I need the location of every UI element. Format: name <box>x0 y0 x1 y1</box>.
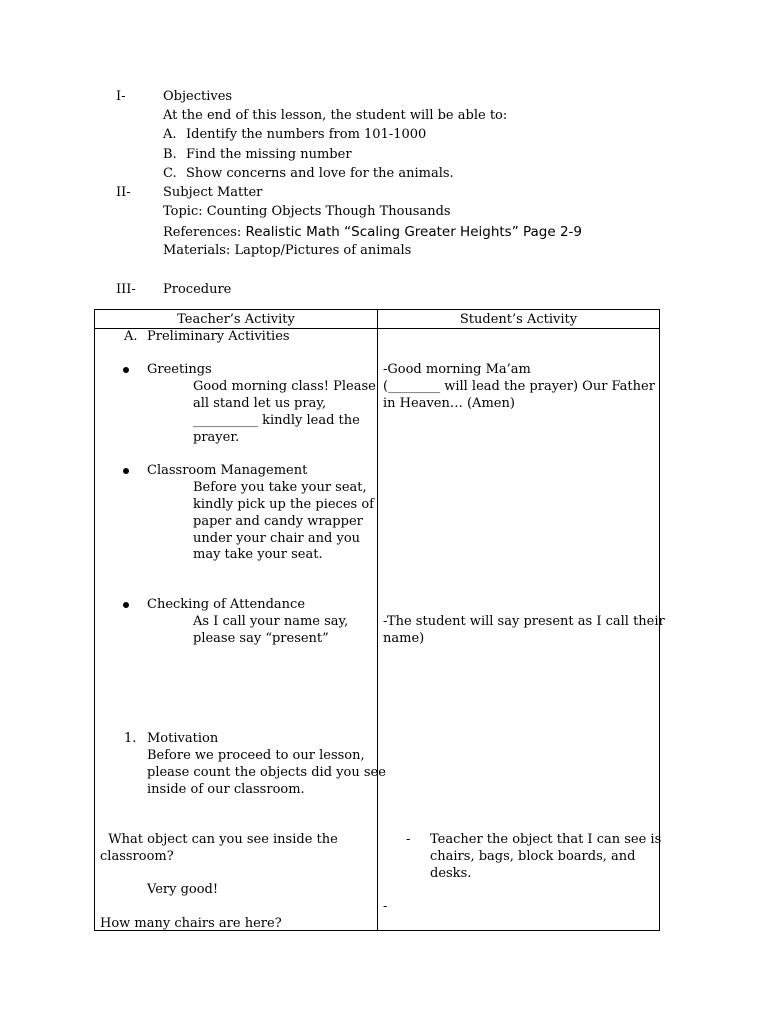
section-1-numeral: I- <box>116 89 126 104</box>
attendance-line-2: please say “present” <box>193 631 329 646</box>
management-title: Classroom Management <box>147 463 308 478</box>
topic-line: Topic: Counting Objects Though Thousands <box>163 204 451 219</box>
question-2: How many chairs are here? <box>100 916 282 931</box>
student-greeting-line-2: (________ will lead the prayer) Our Father <box>383 379 655 394</box>
management-line-2: kindly pick up the pieces of <box>193 497 374 512</box>
objective-b-text: Find the missing number <box>186 147 352 162</box>
student-greeting-line-1: -Good morning Ma’am <box>383 362 531 377</box>
attendance-line-1: As I call your name say, <box>193 614 349 629</box>
student-trailing-dash: - <box>383 899 388 914</box>
motivation-line-1: Before we proceed to our lesson, <box>147 748 365 763</box>
student-answer-line-3: desks. <box>430 866 472 881</box>
prelim-title: Preliminary Activities <box>147 329 290 344</box>
objective-c-letter: C. <box>163 166 177 181</box>
management-line-1: Before you take your seat, <box>193 480 367 495</box>
objective-b-letter: B. <box>163 147 177 162</box>
question-1-line-1: What object can you see inside the <box>100 832 338 847</box>
references-label: References: <box>163 225 246 240</box>
objective-c-text: Show concerns and love for the animals. <box>186 166 454 181</box>
motivation-title: Motivation <box>147 731 219 746</box>
question-1-line-2: classroom? <box>100 849 174 864</box>
section-2-numeral: II- <box>116 185 131 200</box>
management-line-3: paper and candy wrapper <box>193 514 363 529</box>
references-value: Realistic Math “Scaling Greater Heights” Page 2-9 <box>245 224 583 240</box>
header-teacher-activity: Teacher’s Activity <box>177 312 295 327</box>
greetings-title: Greetings <box>147 362 212 377</box>
bullet-management <box>123 468 129 474</box>
column-divider <box>377 310 378 930</box>
student-attendance-line-2: name) <box>383 631 425 646</box>
motivation-number: 1. <box>124 731 137 746</box>
prelim-letter: A. <box>124 329 138 344</box>
procedure-table <box>94 309 665 931</box>
references-line <box>163 223 582 242</box>
header-student-activity: Student’s Activity <box>459 312 578 327</box>
student-answer-line-2: chairs, bags, block boards, and <box>430 849 636 864</box>
materials-line: Materials: Laptop/Pictures of animals <box>163 243 412 258</box>
greetings-line-3: __________ kindly lead the <box>193 413 360 428</box>
very-good-text: Very good! <box>147 882 219 897</box>
objective-a-letter: A. <box>163 127 177 142</box>
greetings-line-4: prayer. <box>193 430 240 445</box>
section-3-title: Procedure <box>163 282 232 297</box>
motivation-line-3: inside of our classroom. <box>147 782 305 797</box>
section-1-title: Objectives <box>163 89 233 104</box>
section-2-title: Subject Matter <box>163 185 263 200</box>
bullet-attendance <box>123 602 129 608</box>
attendance-title: Checking of Attendance <box>147 597 306 612</box>
bullet-greetings <box>123 367 129 373</box>
student-answer-dash: - <box>406 832 411 847</box>
management-line-5: may take your seat. <box>193 547 323 562</box>
management-line-4: under your chair and you <box>193 531 361 546</box>
objective-a-text: Identify the numbers from 101-1000 <box>186 127 427 142</box>
objectives-intro: At the end of this lesson, the student will be able to: <box>163 108 508 123</box>
motivation-line-2: please count the objects did you see <box>147 765 386 780</box>
student-answer-line-1: Teacher the object that I can see is <box>430 832 662 847</box>
section-3-numeral: III- <box>116 282 136 297</box>
greetings-line-1: Good morning class! Please <box>193 379 376 394</box>
student-greeting-line-3: in Heaven… (Amen) <box>383 396 515 411</box>
greetings-line-2: all stand let us pray, <box>193 396 327 411</box>
student-attendance-line-1: -The student will say present as I call their <box>383 614 665 629</box>
